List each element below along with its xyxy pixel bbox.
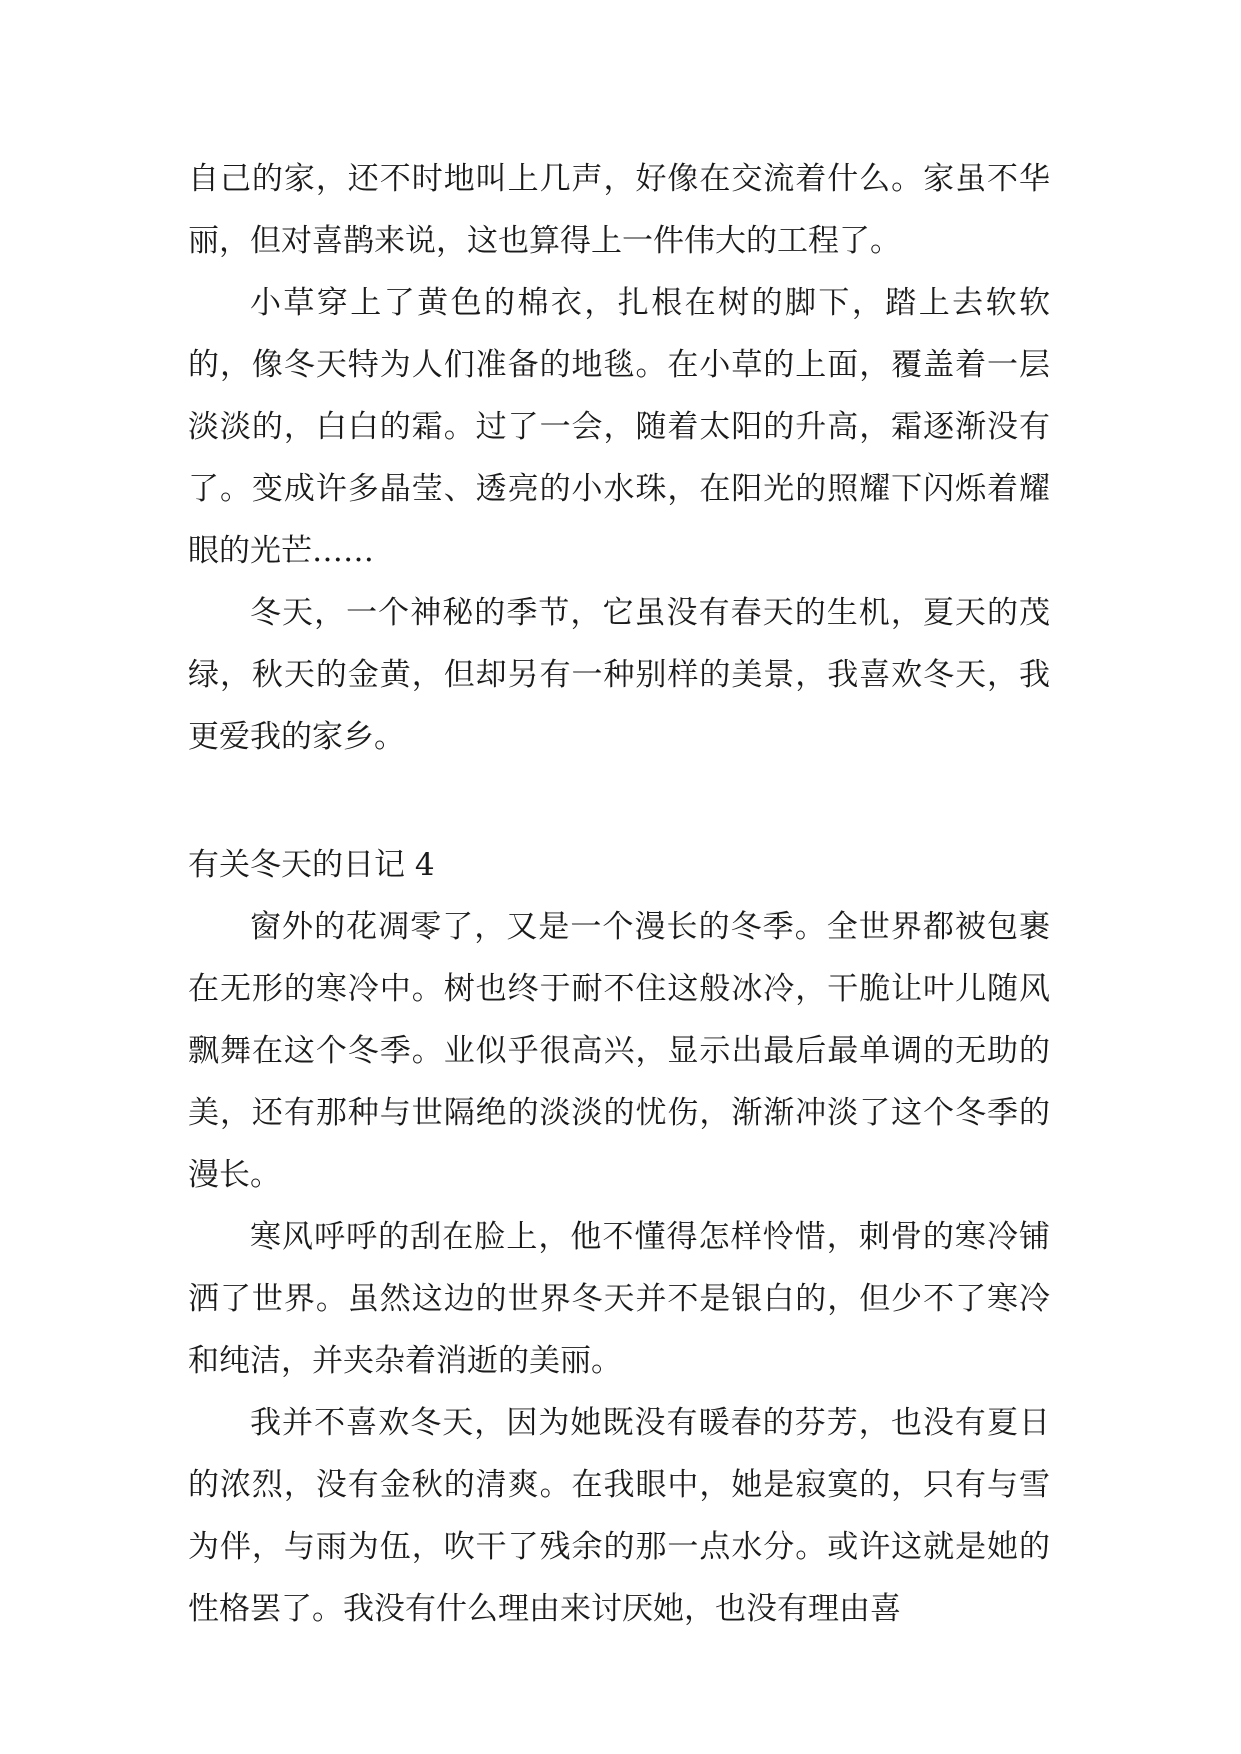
paragraph-cold-wind: 寒风呼呼的刮在脸上，他不懂得怎样怜惜，刺骨的寒冷铺洒了世界。虽然这边的世界冬天并不是银白的，但少不了寒冷和纯洁，并夹杂着消逝的美丽。	[188, 1219, 1050, 1379]
paragraph-winter-summary: 冬天，一个神秘的季节，它虽没有春天的生机，夏天的茂绿，秋天的金黄，但却另有一种别样的美景，我喜欢冬天，我更爱我的家乡。	[188, 595, 1050, 755]
paragraph-dislike-winter: 我并不喜欢冬天，因为她既没有暖春的芬芳，也没有夏日的浓烈，没有金秋的清爽。在我眼中，她是寂寞的，只有与雪为伴，与雨为伍，吹干了残余的那一点水分。或许这就是她的性格罢了。我没有什么理由来讨厌她，也没有理由喜	[188, 1405, 1050, 1627]
paragraph-window-flowers: 窗外的花凋零了，又是一个漫长的冬季。全世界都被包裹在无形的寒冷中。树也终于耐不住这般冰冷，干脆让叶儿随风飘舞在这个冬季。业似乎很高兴，显示出最后最单调的无助的美，还有那种与世隔绝的淡淡的忧伤，渐渐冲淡了这个冬季的漫长。	[188, 909, 1050, 1193]
section-title: 有关冬天的日记 4	[188, 847, 435, 883]
paragraph-continuation: 自己的家，还不时地叫上几声，好像在交流着什么。家虽不华丽，但对喜鹊来说，这也算得上一件伟大的工程了。	[188, 161, 1050, 259]
document-page	[188, 148, 1050, 1640]
paragraph-grass: 小草穿上了黄色的棉衣，扎根在树的脚下，踏上去软软的，像冬天特为人们准备的地毯。在小草的上面，覆盖着一层淡淡的，白白的霜。过了一会，随着太阳的升高，霜逐渐没有了。变成许多晶莹、透亮的小水珠，在阳光的照耀下闪烁着耀眼的光芒……	[188, 285, 1050, 569]
